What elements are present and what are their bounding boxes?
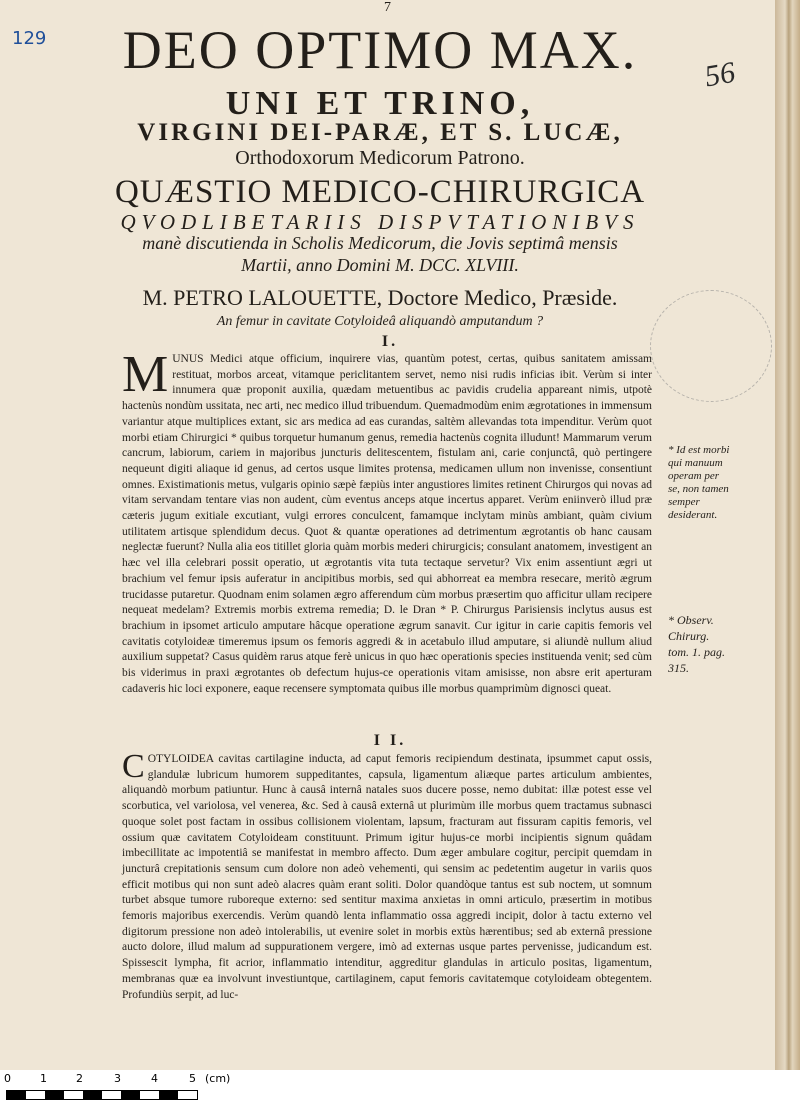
section-1-text	[122, 346, 652, 697]
folio-mark: 7	[384, 0, 391, 15]
ruler-label-3: 3	[114, 1072, 121, 1085]
section-1-paragraph: UNUS Medici atque officium, inquirere vias, quantùm potest, certas, quibus sanitatem amissam restituat, morbos arceat, vitamque periclitantem servet, nemo nisi rudis inficias ibit. Verùm si inter innumera quæ proponit auxilia, quædam metuentibus ac pavidis crudelia appareant nimis, utpotè hactenùs nondùm ussitata, nec arti, nec medico illud tribuendum. Quemadmodùm enim ægrotationes in immensum variantur atque multiplices extant, sic ars medica ad eas curandas, saltèm allevandas tota impenditur. Verùm quot morbi etiam Chirurgici * quibus torquetur humanum genus, remedia hactenùs cognita illudunt! Mammarum verum cancrum, labiorum, cariem in majoribus juncturis delitescentem, fistulam ani, carie conjunctâ, quò pertingere nequeunt digiti aliaque id genus, ad certos usque limites protensa, medicamen ullum non invenisse, consentiunt omnes. Existimationis metus, vulgaris opinio sæpè fæpiùs inter angustiores limites retinent Chirurgos qui novas ad vitam servandam tentare vias non audent, cùm eventus anceps atque incertus apparet. Verùm eniinverò illud præ cæteris jugum exitiale excutiant, vulgi errores conculcent, famamque inclytam minùs ambiant, quàm civium utilitatem artisque splendidum decus. Quot & quantæ operationes ad detrimentum ægrotantis ob hanc causam neglectæ fuerunt? Nulla alia eos titillet gloria quàm morbis mederi chirurgicis; consulant anatomem, investigent an hæc vel illa celebrari possit operatio, ut ægrotantis vita tuta tectaque servetur? Vix enim assentiunt ægri ut brachium vel femur ipsis auferatur in ancipitibus morbis, sed qui abhorreat ea membra resecare, meritò ægrum trucidasse putaretur. Quodnam enim solamen ægro afferendum cùm morbus præsertim quo afficitur ullam recipere nequeat medelam? Extremis morbis extrema remedia; D. le Dran * P. Chirurgus Parisiensis inclytus ausus est brachium in ipsomet articulo amputare hâcque operatione ægrum sanavit. Cur igitur in carie capitis femoris vel cavitatis cotyloideæ timeremus ipsum os femoris aggredi & in acetabulo illud amputare, si aliundè nullum aliud auxilium suppetat? Casus quidèm rarus atque ferè unicus in quo hæc operationis species instituenda venit; sed cùm bis viderimus in praxi ægrotantes ob defectum hujus-ce operationis vitam amisisse, non absre erit aperturam cadaveris hic loci exponere, eaque recensere symptomata quibus ille morbus quamprimùm dignosci queat.	[122, 353, 652, 695]
title-line-2: UNI ET TRINO,	[225, 85, 535, 122]
scale-ruler	[0, 1070, 800, 1105]
ruler-label-2: 2	[76, 1072, 83, 1085]
ruler-bar	[6, 1090, 198, 1100]
date-line-1: manè discutienda in Scholis Medicorum, die Jovis septimâ mensis	[142, 233, 618, 253]
dropcap-m: M	[122, 346, 169, 403]
manuscript-number: 129	[12, 28, 47, 49]
section-1-numeral: I.	[381, 333, 399, 350]
question-line: An femur in cavitate Cotyloideâ aliquandò amputandum ?	[216, 314, 544, 329]
ruler-label-0: 0	[4, 1072, 11, 1085]
section-2-numeral: I I.	[373, 732, 407, 749]
section-2-text	[122, 748, 652, 1003]
section-2-paragraph: OTYLOIDEA cavitas cartilagine inducta, ad caput femoris recipiendum destinata, ipsummet caput ossis, glandulæ lubricum humorem suppeditantes, capsula, ligamentum aliæque partes articulum ambientes, aliquandò morbum patiuntur. Hunc à causâ internâ natales suos ducere posse, nemo dubitat: illæ potest esse vel scorbutica, vel variolosa, vel venerea, &c. Sed à causâ externâ ut plurimùm ille morbus quem tractamus subnasci quoque solet post factam in ossibus collisionem violentam, lapsum, fracturam aut fissuram capitis femoris, vel ossium quæ cavitatem Cotyloideam constituunt. Primum igitur hujus-ce morbi incipientis signum quâdam imbecillitate ac impotentiâ se manifestat in membro affecto. Dum æger ambulare cogitur, percipit quemdam in juncturâ crepitationis sensum cum dolore non adeò vehementi, qui sensim ac pedetentim augetur in variis quos efficit motibus qui non sunt adeò alacres quàm erant soliti. Dolor quandòque tantus est sub noctem, ut somnum turbet absque tumore ruboreque externo: sed sentitur maxima anxietas in omni articulo, præsertim in motibus femoris majoribus exercendis. Verùm quandò lenta inflammatio ossa aggredi incipit, dolor à tactu externo vel digitorum pressione non adeò intolerabilis, ut evenire solet in morbis extùs hærentibus; sed ab externâ pressione aucto dolore, illud malum ad suppurationem vergere, imò ad externas usque partes pervenisse, judicandum est. Spissescit lympha, fit acrior, inflammatio intenditur, aggreditur glandulas in articulo positas, ligamentum, membranas quæ ea involvunt investiuntque, cartilaginem, caput femoris cavitatemque cotyloideam obtegentem. Profundiùs serpit, ad luc-	[122, 753, 652, 1001]
manuscript-page-number: 56	[702, 55, 738, 94]
date-line-2: Martii, anno Domini M. DCC. XLVIII.	[241, 255, 519, 275]
page-edge	[775, 0, 800, 1070]
ruler-label-4: 4	[151, 1072, 158, 1085]
title-line-1: DEO OPTIMO MAX.	[122, 20, 638, 80]
disputation-line: QVODLIBETARIIS DISPVTATIONIBVS	[120, 210, 640, 234]
preses-line: M. PETRO LALOUETTE, Doctore Medico, Præside.	[142, 285, 618, 310]
margin-note-2: * Observ. Chirurg. tom. 1. pag. 315.	[668, 613, 725, 675]
margin-note-1: * Id est morbi qui manuum operam per se, non tamen semper desiderant.	[668, 444, 730, 521]
library-stamp	[650, 290, 772, 402]
title-line-4: Orthodoxorum Medicorum Patrono.	[235, 147, 525, 169]
ruler-unit: (cm)	[205, 1072, 231, 1085]
dropcap-c: C	[122, 748, 145, 785]
ruler-label-1: 1	[40, 1072, 47, 1085]
thesis-heading: QUÆSTIO MEDICO-CHIRURGICA	[114, 174, 646, 210]
ruler-label-5: 5	[189, 1072, 196, 1085]
title-line-3: VIRGINI DEI-PARÆ, ET S. LUCÆ,	[137, 119, 623, 146]
